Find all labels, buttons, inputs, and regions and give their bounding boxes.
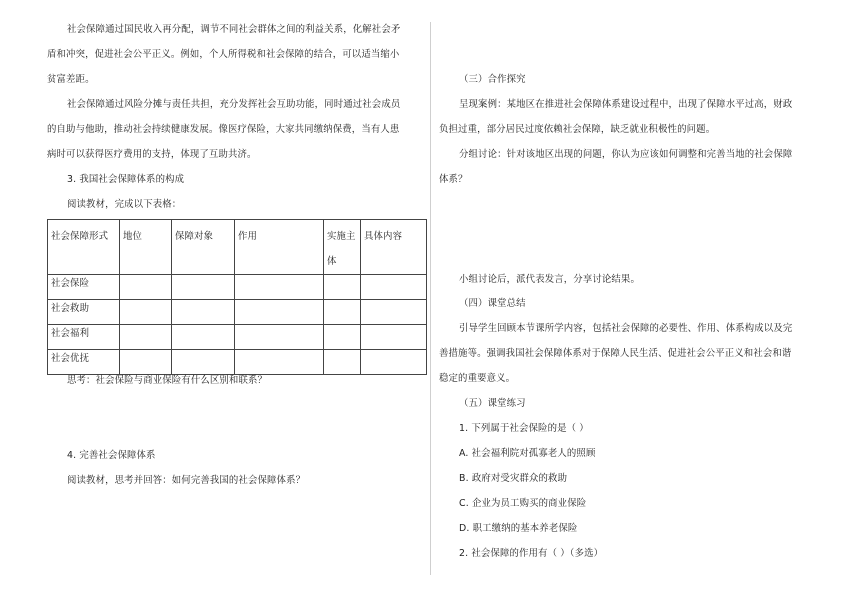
table-cell-empty bbox=[361, 275, 427, 300]
table-row-label: 社会救助 bbox=[48, 300, 120, 325]
table-cell-empty bbox=[172, 275, 235, 300]
table-header-cell: 地位 bbox=[120, 220, 172, 275]
table-row bbox=[48, 275, 427, 300]
instruction-text: 阅读教材，完成以下表格： bbox=[67, 199, 182, 210]
table-row bbox=[48, 325, 427, 350]
table-cell-empty bbox=[172, 325, 235, 350]
paragraph-line: 贫富差距。 bbox=[47, 74, 95, 85]
table-row-label: 社会优抚 bbox=[48, 350, 120, 375]
table-cell-empty bbox=[235, 300, 324, 325]
table-cell-empty bbox=[120, 275, 172, 300]
table-row-label: 社会福利 bbox=[48, 325, 120, 350]
paragraph-line: 引导学生回顾本节课所学内容，包括社会保障的必要性、作用、体系构成以及完 bbox=[459, 323, 793, 334]
option-d: D. 职工缴纳的基本养老保险 bbox=[459, 523, 578, 534]
table-cell-empty bbox=[120, 350, 172, 375]
paragraph-line: 社会保障通过国民收入再分配，调节不同社会群体之间的利益关系，化解社会矛 bbox=[67, 24, 401, 35]
paragraph-line: 体系？ bbox=[439, 174, 468, 185]
paragraph-line: 小组讨论后，派代表发言，分享讨论结果。 bbox=[459, 274, 640, 285]
option-b: B. 政府对受灾群众的救助 bbox=[459, 473, 568, 484]
paragraph-line: 社会保障通过风险分摊与责任共担，充分发挥社会互助功能，同时通过社会成员 bbox=[67, 99, 401, 110]
table-cell-empty bbox=[172, 300, 235, 325]
section-heading: 3. 我国社会保障体系的构成 bbox=[67, 174, 185, 185]
table-header-cell: 具体内容 bbox=[361, 220, 427, 275]
paragraph-line: 盾和冲突，促进社会公平正义。例如，个人所得税和社会保障的结合，可以适当缩小 bbox=[47, 49, 400, 60]
table-cell-empty bbox=[172, 350, 235, 375]
option-a: A. 社会福利院对孤寡老人的照顾 bbox=[459, 448, 596, 459]
table-cell-empty bbox=[361, 300, 427, 325]
paragraph-line: 病时可以获得医疗费用的支持，体现了互助共济。 bbox=[47, 149, 257, 160]
table-cell-empty bbox=[235, 275, 324, 300]
table-cell-empty bbox=[235, 350, 324, 375]
table-cell-empty bbox=[324, 325, 361, 350]
think-question: 思考：社会保险与商业保险有什么区别和联系？ bbox=[67, 375, 268, 386]
table-cell-empty bbox=[120, 300, 172, 325]
paragraph-line: 善措施等。强调我国社会保障体系对于保障人民生活、促进社会公平正义和社会和谐 bbox=[439, 348, 792, 359]
table-row-label: 社会保险 bbox=[48, 275, 120, 300]
table-cell-empty bbox=[324, 300, 361, 325]
instruction-text: 阅读教材，思考并回答：如何完善我国的社会保障体系？ bbox=[67, 475, 306, 486]
table-header-cell: 社会保障形式 bbox=[48, 220, 120, 275]
table-cell-empty bbox=[235, 325, 324, 350]
paragraph-line: 呈现案例：某地区在推进社会保障体系建设过程中，出现了保障水平过高，财政 bbox=[459, 99, 793, 110]
table-cell-empty bbox=[324, 275, 361, 300]
paragraph-line: 稳定的重要意义。 bbox=[439, 373, 516, 384]
paragraph-line: 的自助与他助，推动社会持续健康发展。像医疗保险，大家共同缴纳保费，当有人患 bbox=[47, 124, 400, 135]
table-row bbox=[48, 300, 427, 325]
table-cell-empty bbox=[120, 325, 172, 350]
table-row bbox=[48, 350, 427, 375]
table-cell-empty bbox=[361, 325, 427, 350]
table-header-row bbox=[48, 220, 427, 275]
table-header-cell: 保障对象 bbox=[172, 220, 235, 275]
table-cell-empty bbox=[361, 350, 427, 375]
question-2: 2. 社会保障的作用有（ ）（多选） bbox=[459, 548, 604, 559]
paragraph-line: 负担过重，部分居民过度依赖社会保障，缺乏就业积极性的问题。 bbox=[439, 124, 716, 135]
question-1: 1. 下列属于社会保险的是（ ） bbox=[459, 423, 589, 434]
option-c: C. 企业为员工购买的商业保险 bbox=[459, 498, 587, 509]
table-header-cell: 作用 bbox=[235, 220, 324, 275]
section-heading: （三）合作探究 bbox=[459, 74, 526, 85]
column-divider bbox=[430, 22, 431, 575]
table-header-cell: 实施主体 bbox=[324, 220, 361, 275]
section-heading: 4. 完善社会保障体系 bbox=[67, 450, 156, 461]
paragraph-line: 分组讨论：针对该地区出现的问题，你认为应该如何调整和完善当地的社会保障 bbox=[459, 149, 793, 160]
section-heading: （五）课堂练习 bbox=[459, 398, 526, 409]
table-cell-empty bbox=[324, 350, 361, 375]
section-heading: （四）课堂总结 bbox=[459, 298, 526, 309]
social-security-table bbox=[47, 219, 427, 375]
